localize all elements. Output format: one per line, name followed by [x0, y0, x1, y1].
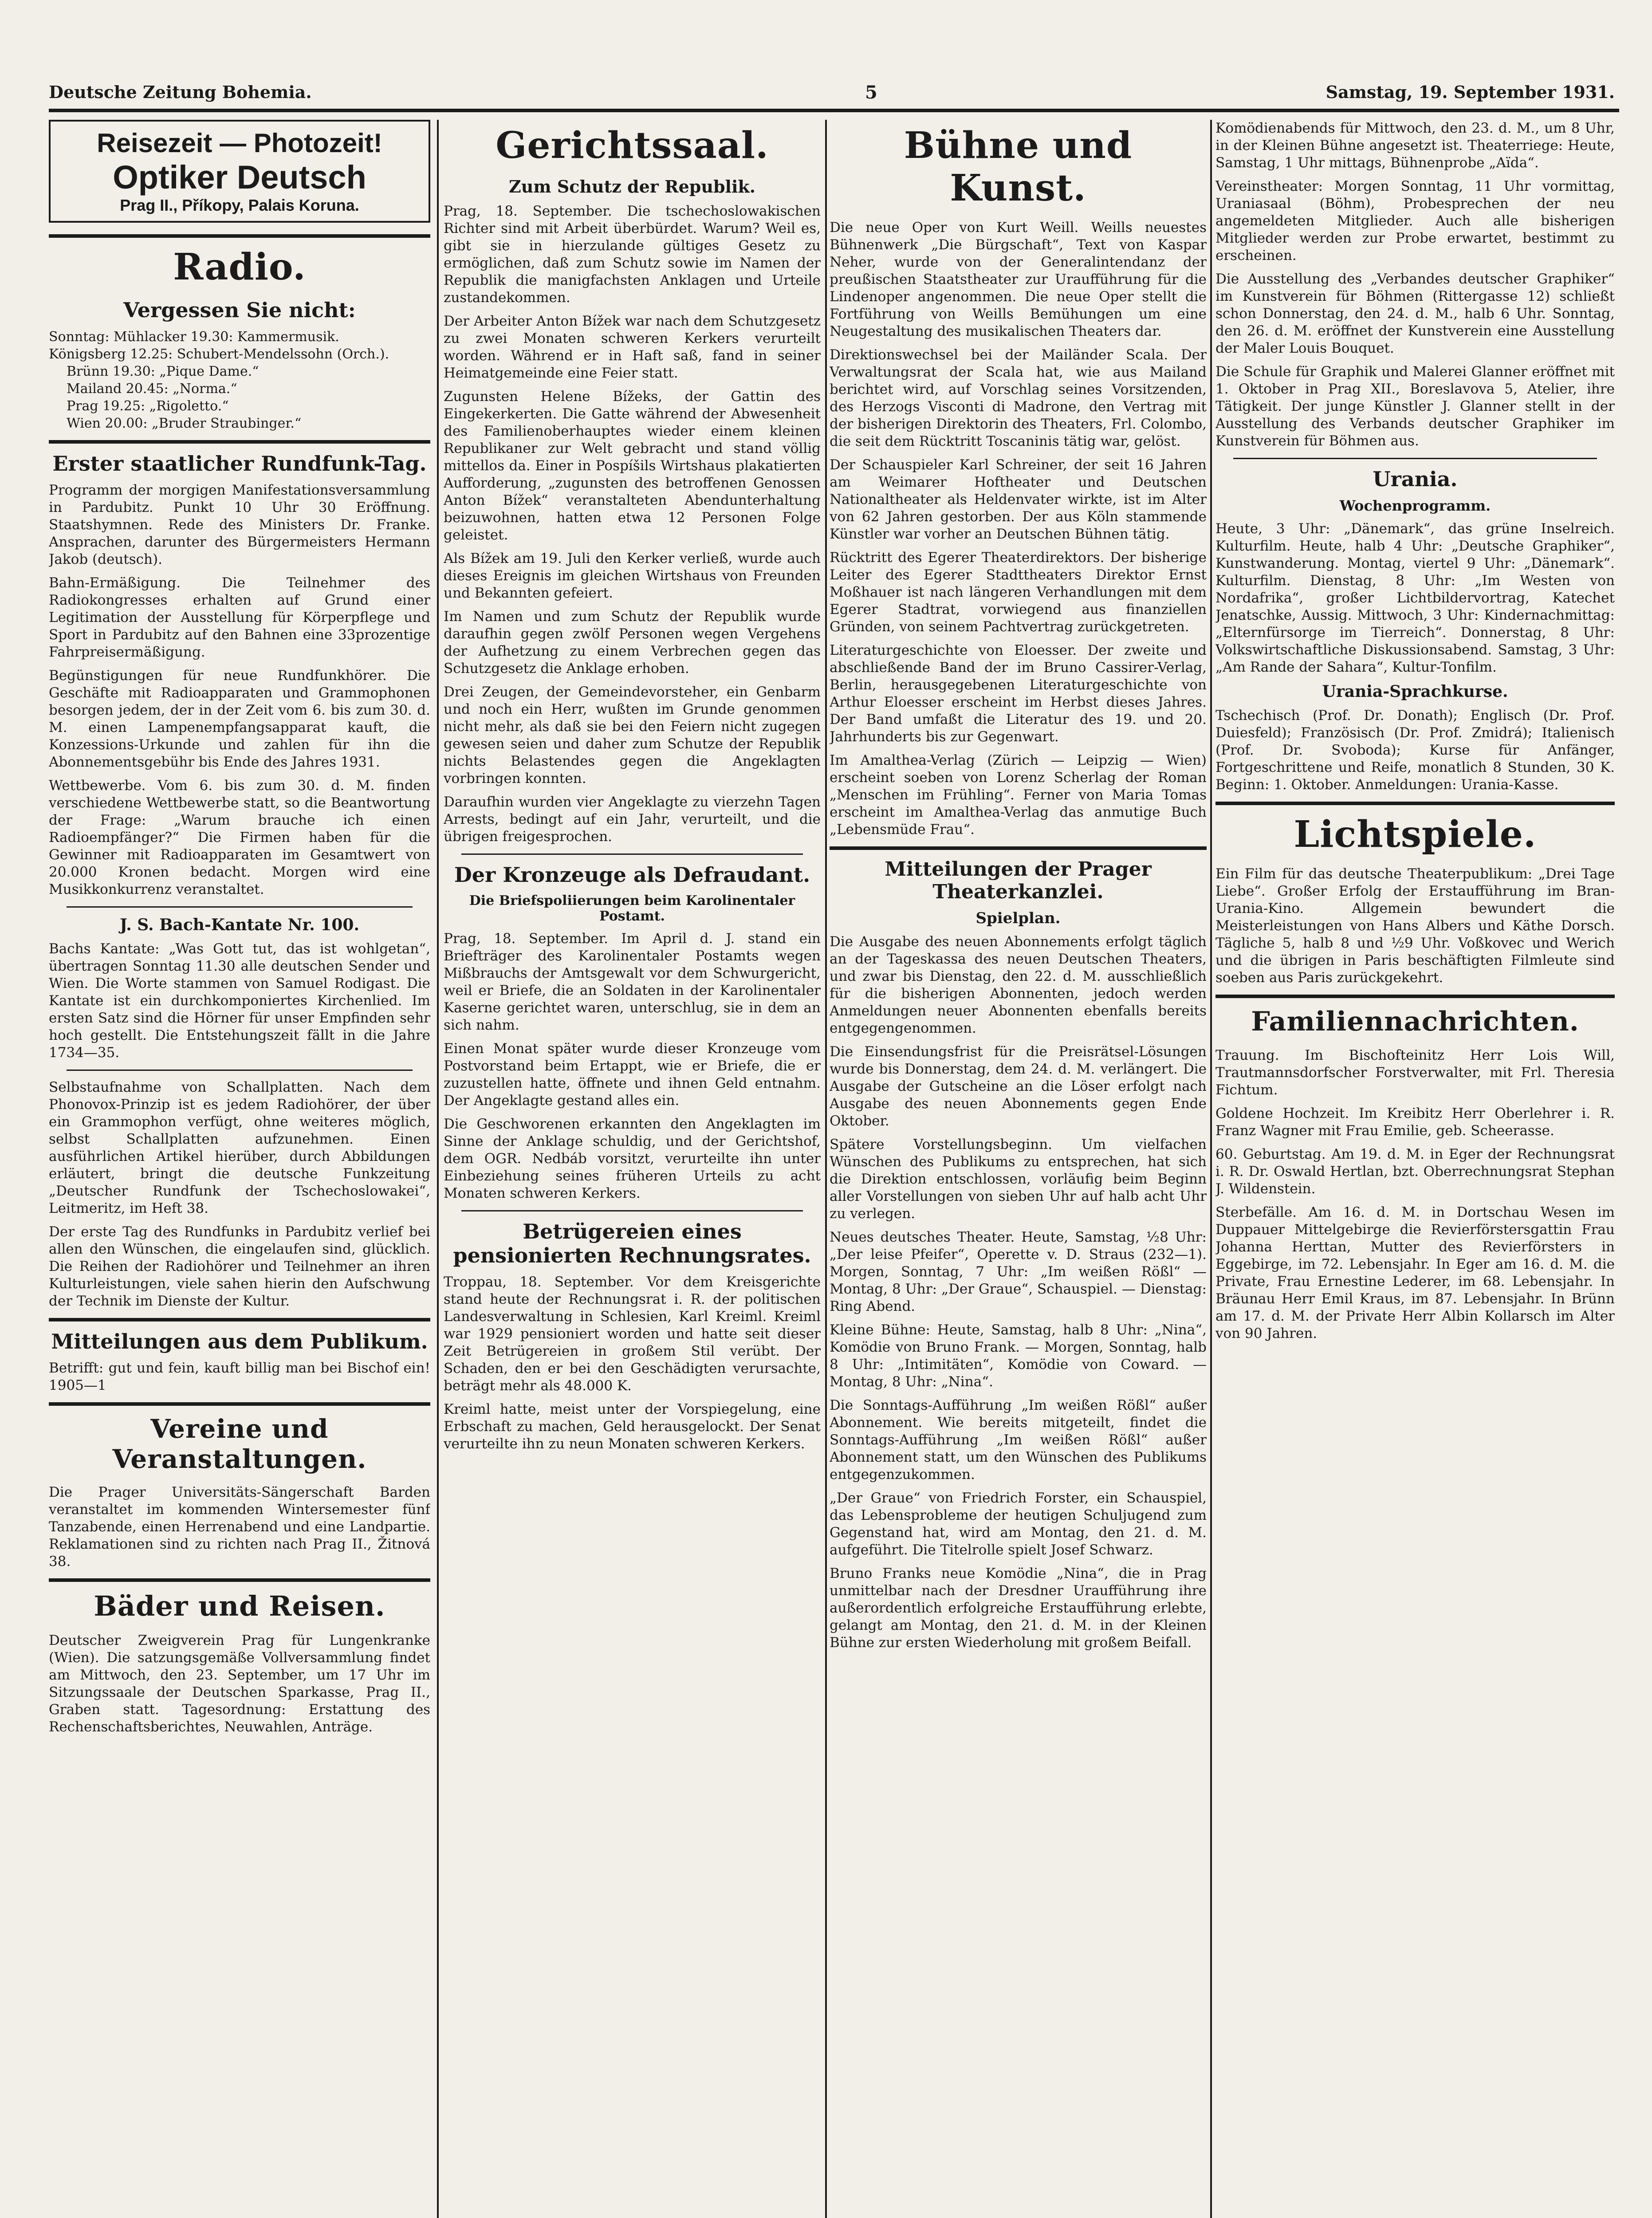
article-paragraph: Spätere Vorstellungsbeginn. Um vielfachen Wünschen des Publikums zu entsprechen, hat sich die Direktion entschlossen, vorläufig beim Beginn aller Vorstellungen von sieben Uhr auf halb acht Uhr zu verlegen.	[830, 1137, 1207, 1222]
article-paragraph: Die Ausgabe des neuen Abonnements erfolgt täglich an der Tageskassa des neuen Deutschen Theaters, und zwar bis Dienstag, den 22. d. M. ausschließlich für die bisherigen Abonnenten, jedoch werden Anmeldungen neuer Abonnenten ebenfalls bereits entgegengenommen.	[830, 934, 1207, 1036]
article-paragraph: 60. Geburtstag. Am 19. d. M. in Eger der Rechnungsrat i. R. Dr. Oswald Hertlan, bzt. Oberrechnungsrat Stephan J. Wildenstein.	[1215, 1146, 1615, 1197]
divider	[461, 853, 803, 855]
article-paragraph: Prag, 18. September. Im April d. J. stand ein Briefträger des Karolinentaler Postamts wegen Mißbrauchs der Amtsgewalt vor dem Schwurgericht, weil er Briefe, die an Soldaten in der Karolinentaler Kaserne gerichtet waren, unterschlug, sie in dem an sich nahm.	[444, 931, 821, 1033]
section-title: Urania.	[1373, 467, 1458, 491]
section-subtitle: Wochenprogramm.	[1339, 497, 1491, 514]
article-paragraph: Programm der morgigen Manifestationsversammlung in Pardubitz. Punkt 10 Uhr 30 Eröffnung. Staatshymnen. Rede des Ministers Dr. Franke. Ansprachen, darunter des Bürgermeisters Hermann Jakob (deutsch).	[49, 482, 430, 567]
schedule-line: Mailand 20.45: „Norma.“	[67, 381, 237, 397]
ad-slogan: Reisezeit — Photozeit!	[97, 128, 382, 158]
column-rule	[437, 120, 439, 2218]
article-paragraph: Deutscher Zweigverein Prag für Lungenkranke (Wien). Die satzungsgemäße Vollversammlung findet am Mittwoch, den 23. September, um 17 Uhr im Sitzungssaale der Deutschen Sparkasse, Prag II., Graben statt. Tagesordnung: Erstattung des Rechenschaftsberichtes, Neuwahlen, Anträge.	[49, 1632, 430, 1735]
article-paragraph: Einen Monat später wurde dieser Kronzeuge vom Postvorstand beim Ertappt, wie er Briefe, die er zuzustellen hatte, öffnete und ihnen Geld entnahm. Der Angeklagte gestand alles ein.	[444, 1041, 821, 1109]
issue-date: Samstag, 19. September 1931.	[1326, 82, 1615, 102]
article-paragraph: Die Schule für Graphik und Malerei Glanner eröffnet mit 1. Oktober in Prag XII., Boreslavova 5, Atelier, ihre Tätigkeit. Der junge Künstler J. Glanner stellt in der Ausstellung des Verbands deutscher Graphiker im Kunstverein für Böhmen aus.	[1215, 364, 1615, 449]
divider	[67, 1070, 413, 1071]
article-paragraph: „Der Graue“ von Friedrich Forster, ein Schauspiel, das Lebensprobleme der heutigen Schuljugend zum Gegenstand hat, wird am Montag, den 21. d. M. aufgeführt. Die Titelrolle spielt Josef Schwarz.	[830, 1490, 1207, 1558]
column-rule	[1210, 120, 1212, 2218]
article-paragraph: Die Geschworenen erkannten den Angeklagten im Sinne der Anklage schuldig, und der Gerichtshof, dem OGR. Nedbáb vorsitzt, verurteilte ihn unter Einbeziehung seines früheren Urteils zu acht Monaten schweren Kerkers.	[444, 1116, 821, 1201]
divider	[49, 440, 430, 444]
column-4	[1215, 120, 1615, 2218]
section-title: Bäder und Reisen.	[94, 1590, 385, 1622]
schedule-line: Prag 19.25: „Rigoletto.“	[67, 398, 229, 414]
article-paragraph: Kreiml hatte, meist unter der Vorspiegelung, eine Erbschaft zu machen, Geld herausgelockt. Der Senat verurteilte ihn zu neun Monaten schweren Kerkers.	[444, 1401, 821, 1452]
article-paragraph: Sterbefälle. Am 16. d. M. in Dortschau Wesen im Duppauer Mittelgebirge die Revierförstersgattin Frau Johanna Herttan, Mutter des Revierförsters in Eggebirge, im 72. Lebensjahr. In Eger am 16. d. M. die Private, Frau Ernestine Lederer, im 68. Lebensjahr. In Bräunau Herr Emil Kraus, im 87. Lebensjahr. In Brünn am 17. d. M. der Private Herr Albin Kollarsch im Alter von 90 Jahren.	[1215, 1204, 1615, 1341]
divider	[49, 234, 430, 238]
article-paragraph: Wettbewerbe. Vom 6. bis zum 30. d. M. finden verschiedene Wettbewerbe statt, so die Beantwortung der Frage: „Warum brauche ich einen Radioempfänger?“ Die Firmen haben für die Gewinner mit Radioapparaten im Gesamtwert von 20.000 Kronen bedacht. Morgen wird eine Musikkonkurrenz veranstaltet.	[49, 778, 430, 897]
article-paragraph: Literaturgeschichte von Eloesser. Der zweite und abschließende Band der im Bruno Cassirer-Verlag, Berlin, herausgegebenen Literaturgeschichte von Arthur Eloesser erscheint im Herbst dieses Jahres. Der Band umfaßt die Literatur des 19. und 20. Jahrhunderts bis zur Gegenwart.	[830, 642, 1207, 745]
article-paragraph: Im Namen und zum Schutz der Republik wurde daraufhin gegen zwölf Personen wegen Vergehens der Aufhetzung zu einem Verbrechen gegen das Schutzgesetz die Anklage erhoben.	[444, 609, 821, 676]
ad-company: Optiker Deutsch	[113, 159, 366, 196]
divider	[49, 1402, 430, 1406]
article-paragraph: Die Ausstellung des „Verbandes deutscher Graphiker“ im Kunstverein für Böhmen (Rittergasse 12) schließt schon Donnerstag, den 24. d. M., halb 6 Uhr. Sonntag, den 26. d. M. eröffnet der Kunstverein eine Ausstellung der Maler Louis Bouquet.	[1215, 271, 1615, 356]
article-paragraph: Rücktritt des Egerer Theaterdirektors. Der bisherige Leiter des Egerer Stadttheaters Direktor Ernst Moßhauer ist nach längeren Verhandlungen mit dem Egerer Stadtrat, vorwiegend aus finanziellen Gründen, von seinem Pachtvertrag zurückgetreten.	[830, 550, 1207, 635]
divider	[49, 1578, 430, 1582]
article-paragraph: Vereinstheater: Morgen Sonntag, 11 Uhr vormittag, Uraniasaal (Böhm), Probesprechen der neu angemeldeten Mitglieder. Auch alle bisherigen Mitglieder werden zur Probe erwartet, bestimmt zu erscheinen.	[1215, 178, 1615, 263]
article-paragraph: Die Einsendungsfrist für die Preisrätsel-Lösungen wurde bis Donnerstag, dem 24. d. M. verlängert. Die Ausgabe der Gutscheine an die Löser erfolgt nach Ausgabe des neuen Abonnements gegen Ende Oktober.	[830, 1044, 1207, 1129]
section-title: Urania-Sprachkurse.	[1322, 682, 1508, 701]
article-paragraph: Heute, 3 Uhr: „Dänemark“, das grüne Inselreich. Kulturfilm. Heute, halb 4 Uhr: „Deutsche Graphiker“, Kunstwanderung. Montag, viertel 9 Uhr: „Dänemark“. Kulturfilm. Dienstag, 8 Uhr: „Im Westen von Nordafrika“, großer Lichtbildervortrag, Katechet Jenatschke, Aussig. Mittwoch, 3 Uhr: Kindernachmittag: „Elternfürsorge im Tierreich“. Donnerstag, 8 Uhr: Volkswirtschaftliche Diskussionsabend. Samstag, 3 Uhr: „Am Rande der Sahara“, Kultur-Tonfilm.	[1215, 521, 1615, 675]
article-paragraph: Direktionswechsel bei der Mailänder Scala. Der Verwaltungsrat der Scala hat, wie aus Mailand berichtet wird, auf Vorschlag seines Vorsitzenden, des Herzogs Visconti di Madrone, den Vertrag mit der bisherigen Direktorin des Theaters, Frl. Colombo, die seit dem Rücktritt Toscaninis tätig war, gelöst.	[830, 347, 1207, 449]
article-paragraph: Troppau, 18. September. Vor dem Kreisgerichte stand heute der Rechnungsrat i. R. der politischen Landesverwaltung in Schlesien, Karl Kreiml. Kreiml war 1929 pensioniert worden und hatte seit dieser Zeit Betrügereien in großem Stil verübt. Der Schaden, den er bei den Geschädigten verursachte, beträgt mehr als 48.000 K.	[444, 1274, 821, 1394]
section-title-gerichtssaal: Gerichtssaal.	[496, 124, 769, 167]
section-title: Mitteilungen der Prager Theaterkanzlei.	[885, 858, 1152, 903]
optiker-ad	[49, 120, 430, 223]
article-subtitle: Die Briefspoliierungen beim Karolinentaler Postamt.	[469, 893, 795, 924]
section-title-buehne: Bühne und Kunst.	[904, 124, 1133, 209]
article-paragraph: Die neue Oper von Kurt Weill. Weills neuestes Bühnenwerk „Die Bürgschaft“, Text von Kaspar Neher, wurde von der Generalintendanz der preußischen Staatstheater zur Uraufführung für die Lindenoper angenommen. Die neue Oper stellt die Fortführung von Weills Bemühungen um eine Neugestaltung des musikalischen Theaters dar.	[830, 220, 1207, 339]
article-paragraph: Tschechisch (Prof. Dr. Donath); Englisch (Dr. Prof. Duiesfeld); Französisch (Dr. Prof. Zmidrá); Italienisch (Prof. Dr. Svoboda); Kurse für Anfänger, Fortgeschrittene und Reife, monatlich 8 Stunden, 30 K. Beginn: 1. Oktober. Anmeldungen: Urania-Kasse.	[1215, 708, 1615, 793]
article-paragraph: Drei Zeugen, der Gemeindevorsteher, ein Genbarm und noch ein Herr, wußten im Grunde genommen nicht mehr, als daß sie bei den Feiern nicht zugegen gewesen seien und daher zum Schutze der Republik nichts Belastendes gegen die Angeklagten vorbringen konnten.	[444, 684, 821, 787]
article-paragraph: Selbstaufnahme von Schallplatten. Nach dem Phonovox-Prinzip ist es jedem Radiohörer, der über ein Grammophon verfügt, ohne weiteres möglich, selbst Schallplatten aufzunehmen. Einen ausführlichen Artikel hierüber, durch Abbildungen erläutert, bringt die deutsche Funkzeitung „Deutscher Rundfunk der Tschechoslowakei“, Leitmeritz, im Heft 38.	[49, 1079, 430, 1216]
section-title-radio: Radio.	[173, 246, 306, 288]
newspaper-name: Deutsche Zeitung Bohemia.	[49, 82, 312, 102]
article-paragraph: Neues deutsches Theater. Heute, Samstag, ½8 Uhr: „Der leise Pfeifer“, Operette v. D. Straus (232—1). Morgen, Sonntag, 7 Uhr: „Im weißen Rößl“ — Montag, 8 Uhr: „Der Graue“, Schauspiel. — Dienstag: Ring Abend.	[830, 1229, 1207, 1314]
schedule-line: Wien 20.00: „Bruder Straubinger.“	[67, 416, 302, 431]
article-paragraph: Zugunsten Helene Bížeks, der Gattin des Eingekerkerten. Die Gatte während der Abwesenheit des Familienoberhauptes wieder einem kleinen Republikaner zur Welt gebracht und stand völlig mittellos da. Einer in Pospíšils Wirtshaus plakatierten Aufforderung, „zugunsten des betroffenen Genossen Anton Bížek“ veranstalteten Abendunterhaltung beizuwohnen, hatten etwa 12 Personen Folge geleistet.	[444, 389, 821, 543]
article-paragraph: Im Amalthea-Verlag (Zürich — Leipzig — Wien) erscheint soeben von Lorenz Scherlag der Roman „Menschen im Frühling“. Ferner von Maria Tomas erscheint im Amalthea-Verlag das anmutige Buch „Lebensmüde Frau“.	[830, 752, 1207, 838]
section-title-familiennachrichten: Familiennachrichten.	[1251, 1006, 1579, 1037]
divider	[461, 1210, 803, 1211]
article-paragraph: Begünstigungen für neue Rundfunkhörer. Die Geschäfte mit Radioapparaten und Grammophonen besorgen jedem, der in der Zeit vom 6. bis zum 30. d. M. einen Lampenempfangsapparat kauft, die Konzessions-Urkunde und zahlen für ihn die Abonnementsgebühr bis Ende des Jahres 1931.	[49, 668, 430, 770]
article-paragraph: Die Sonntags-Aufführung „Im weißen Rößl“ außer Abonnement. Wie bereits mitgeteilt, findet die Sonntags-Aufführung „Im weißen Rößl“ außer Abonnement statt, um den Wünschen des Publikums entgegenzukommen.	[830, 1397, 1207, 1483]
article-paragraph: Kleine Bühne: Heute, Samstag, halb 8 Uhr: „Nina“, Komödie von Bruno Frank. — Morgen, Sonntag, halb 8 Uhr: „Intimitäten“, Komödie von Coward. — Montag, 8 Uhr: „Nina“.	[830, 1322, 1207, 1390]
divider	[1215, 995, 1615, 998]
radio-schedule	[49, 328, 430, 432]
ad-address: Prag II., Příkopy, Palais Koruna.	[120, 196, 359, 214]
article-paragraph: Der Schauspieler Karl Schreiner, der seit 16 Jahren am Weimarer Hoftheater und Deutschen Nationaltheater als Heldenvater wirkte, ist im Alter von 62 Jahren gestorben. Der aus Köln stammende Künstler war vorher an Deutschen Bühnen tätig.	[830, 457, 1207, 542]
divider	[1215, 802, 1615, 805]
column-1	[49, 120, 430, 2218]
column-rule	[825, 120, 827, 2218]
article-title: Zum Schutz der Republik.	[509, 177, 755, 197]
article-paragraph: Komödienabends für Mittwoch, den 23. d. M., um 8 Uhr, in der Kleinen Bühne angesetzt ist. Theaterriege: Heute, Samstag, 1 Uhr mittags, Bühnenprobe „Aïda“.	[1215, 120, 1615, 171]
article-paragraph: Goldene Hochzeit. Im Kreibitz Herr Oberlehrer i. R. Franz Wagner mit Frau Emilie, geb. Scheerasse.	[1215, 1105, 1615, 1139]
article-paragraph: Bahn-Ermäßigung. Die Teilnehmer des Radiokongresses erhalten auf Grund einer Legitimation der Ausstellung für Körperpflege und Sport in Pardubitz auf den Bahnen eine 33prozentige Fahrpreisermäßigung.	[49, 575, 430, 660]
article-paragraph: Der Arbeiter Anton Bížek war nach dem Schutzgesetz zu zwei Monaten schweren Kerkers verurteilt worden. Während er in Haft saß, fand in seiner Heimatgemeinde eine Feier statt.	[444, 313, 821, 381]
schedule-line: Brünn 19.30: „Pique Dame.“	[67, 364, 259, 379]
column-2	[444, 120, 821, 2218]
section-subtitle: Spielplan.	[975, 909, 1061, 927]
section-title: Mitteilungen aus dem Publikum.	[51, 1329, 428, 1353]
page-header	[49, 82, 1619, 112]
section-title-lichtspiele: Lichtspiele.	[1294, 813, 1537, 856]
article-paragraph: Betrifft: gut und fein, kauft billig man bei Bischof ein! 1905—1	[49, 1360, 430, 1393]
article-paragraph: Prag, 18. September. Die tschechoslowakischen Richter sind mit Arbeit überbürdet. Warum? Weil es, gibt sie in hierzulande gültiges Gesetz zu ermöglichen, daß zum Schutz sowie im Namen der Republik die manigfachsten Anklagen und Urteile zustandekommen.	[444, 203, 821, 306]
article-paragraph: Bachs Kantate: „Was Gott tut, das ist wohlgetan“, übertragen Sonntag 11.30 alle deutschen Sender und Wien. Die Worte stammen von Samuel Rodigast. Die Kantate ist ein durchkomponiertes Kirchenlied. Im ersten Satz sind die Hörner für unser Empfinden sehr hoch gestellt. Die Entstehungszeit fällt in die Jahre 1734—35.	[49, 941, 430, 1061]
article-title: Der Kronzeuge als Defraudant.	[454, 863, 810, 887]
article-paragraph: Der erste Tag des Rundfunks in Pardubitz verlief bei allen den Wünschen, die eingelaufen sind, glücklich. Die Reihen der Radiohörer und Teilnehmer an ihren Kulturleistungen, viele sahen hierin den Aufschwung der Technik im Dienste der Kultur.	[49, 1224, 430, 1309]
article-paragraph: Bruno Franks neue Komödie „Nina“, die in Prag unmittelbar nach der Dresdner Uraufführung ihre außerordentlich erfolgreiche Erstaufführung erlebte, gelangt am Montag, den 21. d. M. in der Kleinen Bühne zur ersten Wiederholung mit großem Beifall.	[830, 1565, 1207, 1651]
column-3	[830, 120, 1207, 2218]
section-title: Vereine und Veranstaltungen.	[112, 1414, 367, 1474]
article-paragraph: Als Bížek am 19. Juli den Kerker verließ, wurde auch dieses Ereignis im gleichen Wirtshaus von Freunden und Bekannten gefeiert.	[444, 551, 821, 601]
page-number: 5	[865, 82, 877, 103]
article-paragraph: Ein Film für das deutsche Theaterpublikum: „Drei Tage Liebe“. Großer Erfolg der Erstaufführung im Bran-Urania-Kino. Allgemein bewundert die Meisterleistungen von Hans Albers und Käthe Dorsch. Tägliche 5, halb 8 und ½9 Uhr. Voßkovec und Werich und die übrigen in Paris beschäftigten Filmleute sind soeben aus Paris zurückgekehrt.	[1215, 866, 1615, 986]
schedule-line: Sonntag: Mühlacker 19.30: Kammermusik.	[49, 329, 339, 345]
divider	[1233, 458, 1597, 459]
divider	[830, 846, 1207, 850]
radio-subhead: Vergessen Sie nicht:	[123, 298, 356, 322]
article-title: J. S. Bach-Kantate Nr. 100.	[120, 916, 359, 934]
divider	[49, 1318, 430, 1321]
schedule-line: Königsberg 12.25: Schubert-Mendelssohn (Orch.).	[49, 346, 389, 362]
article-paragraph: Daraufhin wurden vier Angeklagte zu vierzehn Tagen Arrests, bedingt auf ein Jahr, verurteilt, und die übrigen freigesprochen.	[444, 794, 821, 845]
article-title: Betrügereien eines pensionierten Rechnungsrates.	[453, 1219, 811, 1267]
article-title: Erster staatlicher Rundfunk-Tag.	[52, 452, 427, 476]
article-paragraph: Trauung. Im Bischofteinitz Herr Lois Will, Trautmannsdorfscher Forstverwalter, mit Frl. Theresia Fichtum.	[1215, 1047, 1615, 1098]
article-paragraph: Die Prager Universitäts-Sängerschaft Barden veranstaltet im kommenden Wintersemester fünf Tanzabende, einen Herrenabend und eine Landpartie. Reklamationen sind zu richten nach Prag II., Žitnová 38.	[49, 1484, 430, 1569]
divider	[67, 906, 413, 908]
